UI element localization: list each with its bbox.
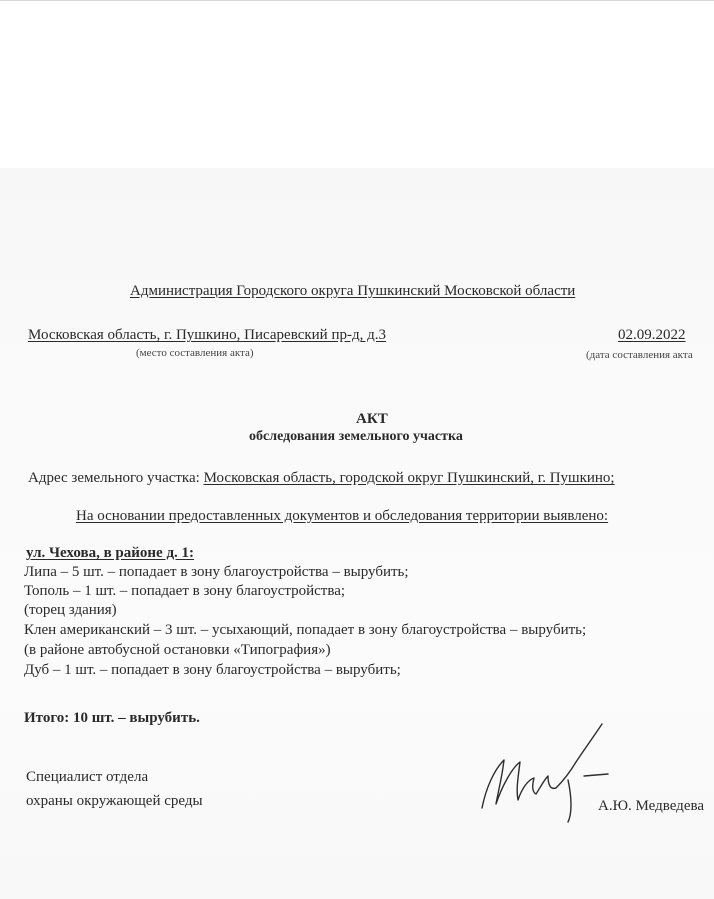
signer-position-line2: охраны окружающей среды	[26, 793, 203, 809]
organization-header: Администрация Городского округа Пушкинский Московской области	[130, 283, 576, 299]
address-line	[28, 469, 615, 487]
location-heading: ул. Чехова, в районе д. 1:	[26, 545, 195, 561]
act-place: Московская область, г. Пушкино, Писаревский пр-д, д.3	[28, 327, 386, 343]
signer-name: А.Ю. Медведева	[598, 798, 705, 814]
signer-position-line1: Специалист отдела	[26, 769, 149, 785]
finding-line: Клен американский – 3 шт. – усыхающий, попадает в зону благоустройства – вырубить;	[24, 622, 587, 638]
document-title: АКТ	[356, 411, 388, 427]
finding-line: Дуб – 1 шт. – попадает в зону благоустройства – вырубить;	[24, 662, 401, 678]
finding-note: (в районе автобусной остановки «Типография»)	[24, 642, 331, 658]
total-summary: Итого: 10 шт. – вырубить.	[24, 710, 200, 726]
top-border	[0, 0, 714, 1]
act-place-caption: (место составления акта)	[136, 347, 254, 359]
document-subtitle: обследования земельного участка	[249, 429, 463, 444]
act-date-caption: (дата составления акта	[586, 349, 693, 361]
basis-statement: На основании предоставленных документов и обследования территории выявлено:	[76, 508, 609, 524]
finding-line: Тополь – 1 шт. – попадает в зону благоустройства;	[24, 583, 346, 599]
act-date: 02.09.2022	[618, 327, 686, 343]
finding-line: Липа – 5 шт. – попадает в зону благоустройства – вырубить;	[24, 564, 409, 580]
address-value: Московская область, городской округ Пушкинский, г. Пушкино;	[203, 470, 615, 486]
finding-note: (торец здания)	[24, 602, 117, 618]
address-label: Адрес земельного участка:	[28, 470, 204, 486]
